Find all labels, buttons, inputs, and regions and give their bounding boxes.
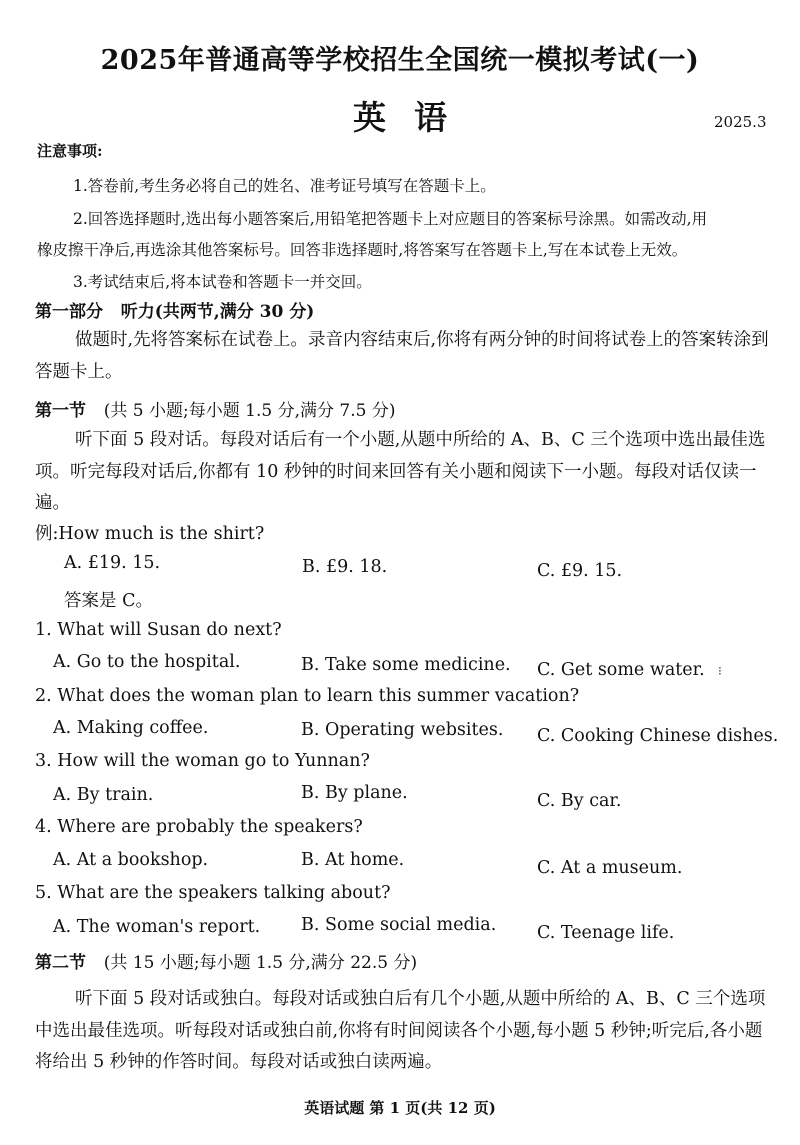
- example-answer: 答案是 C。: [64, 591, 153, 611]
- page-footer: 英语试题 第 1 页(共 12 页): [304, 1099, 496, 1117]
- q4-option-a: A. At a bookshop.: [53, 850, 209, 870]
- q3-option-c: C. By car.: [537, 791, 622, 811]
- question-5: 5. What are the speakers talking about?: [35, 883, 391, 903]
- q3-option-a: A. By train.: [53, 785, 154, 805]
- q4-option-c: C. At a museum.: [537, 858, 683, 878]
- section1-heading: [35, 396, 395, 421]
- part1-subtitle: 听力(共两节,满分 30 分): [120, 302, 315, 322]
- q2-option-a: A. Making coffee.: [53, 718, 209, 738]
- q5-option-c: C. Teenage life.: [537, 923, 675, 943]
- notice-item-2-line-1: 2.回答选择题时,选出每小题答案后,用铅笔把答题卡上对应题目的答案标号涂黑。如需改动,用: [73, 210, 708, 228]
- question-1: 1. What will Susan do next?: [35, 620, 282, 640]
- exam-title: 2025年普通高等学校招生全国统一模拟考试(一): [100, 45, 700, 76]
- q1-option-b: B. Take some medicine.: [301, 655, 511, 675]
- section2-instructions: 听下面 5 段对话或独白。每段对话或独白后有几个小题,从题中所给的 A、B、C 三个选项中选出最佳选项。听每段对话或独白前,你将有时间阅读各个小题,每小题 5 秒钟;听完后,各小题将给出 5 秒钟的作答时间。每段对话或独白读两遍。: [35, 989, 766, 1072]
- q1-option-c: C. Get some water.: [537, 660, 705, 680]
- notice-heading: 注意事项:: [37, 142, 103, 160]
- question-4: 4. Where are probably the speakers?: [35, 817, 363, 837]
- part1-heading: [35, 297, 314, 322]
- example-question: 例:How much is the shirt?: [35, 524, 265, 544]
- exam-date: 2025.3: [714, 113, 767, 131]
- part1-title: 第一部分: [35, 302, 103, 322]
- notice-item-1: 1.答卷前,考生务必将自己的姓名、准考证号填写在答题卡上。: [73, 177, 496, 195]
- q1-option-a: A. Go to the hospital.: [53, 652, 241, 672]
- section2-info: (共 15 小题;每小题 1.5 分,满分 22.5 分): [103, 953, 418, 973]
- example-option-a: A. £19. 15.: [64, 553, 161, 573]
- section1-info: (共 5 小题;每小题 1.5 分,满分 7.5 分): [103, 401, 396, 421]
- question-2: 2. What does the woman plan to learn this summer vacation?: [35, 686, 580, 706]
- notice-item-3: 3.考试结束后,将本试卷和答题卡一并交回。: [73, 273, 372, 291]
- section2-heading: [35, 948, 417, 973]
- q5-option-a: A. The woman's report.: [53, 917, 261, 937]
- section2-title: 第二节: [35, 953, 86, 973]
- part1-instructions: 做题时,先将答案标在试卷上。录音内容结束后,你将有两分钟的时间将试卷上的答案转涂到答题卡上。: [35, 330, 769, 382]
- subject-title: 英语: [353, 98, 475, 137]
- q5-option-b: B. Some social media.: [301, 915, 497, 935]
- question-3: 3. How will the woman go to Yunnan?: [35, 751, 370, 771]
- q4-option-b: B. At home.: [301, 850, 405, 870]
- q2-option-b: B. Operating websites.: [301, 720, 504, 740]
- section1-title: 第一节: [35, 401, 86, 421]
- notice-item-2-line-2: 橡皮擦干净后,再选涂其他答案标号。回答非选择题时,将答案写在答题卡上,写在本试卷上无效。: [37, 241, 688, 259]
- scan-speck: ⁝: [718, 664, 722, 678]
- q3-option-b: B. By plane.: [301, 783, 408, 803]
- example-option-c: C. £9. 15.: [537, 561, 623, 581]
- example-option-b: B. £9. 18.: [302, 557, 388, 577]
- q2-option-c: C. Cooking Chinese dishes.: [537, 726, 779, 746]
- section1-instructions: 听下面 5 段对话。每段对话后有一个小题,从题中所给的 A、B、C 三个选项中选出最佳选项。听完每段对话后,你都有 10 秒钟的时间来回答有关小题和阅读下一小题。每段对话仅读一遍。: [35, 430, 766, 513]
